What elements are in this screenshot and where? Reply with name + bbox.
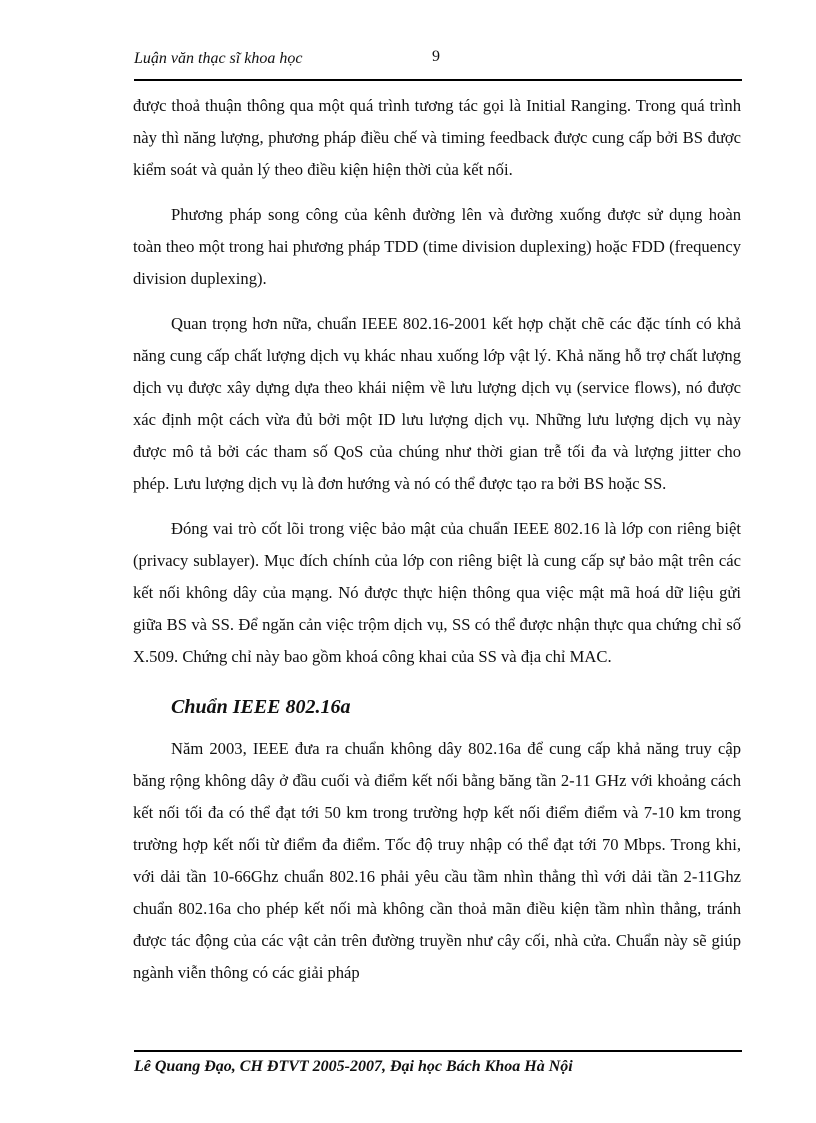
header-title: Luận văn thạc sĩ khoa học (134, 50, 303, 67)
body-paragraph: được thoả thuận thông qua một quá trình tương tác gọi là Initial Ranging. Trong quá trình này thì năng lượng, phương pháp điều chế và timing feedback được cung cấp bởi BS được kiểm soát và quản lý theo điều kiện hiện thời của kết nối. (133, 96, 741, 179)
body-paragraph: Quan trọng hơn nữa, chuẩn IEEE 802.16-2001 kết hợp chặt chẽ các đặc tính có khả năng cung cấp chất lượng dịch vụ khác nhau xuống lớp vật lý. Khả năng hỗ trợ chất lượng dịch vụ được xây dựng dựa theo khái niệm về lưu lượng dịch vụ (service flows), nó được xác định một cách vừa đủ bởi một ID lưu lượng dịch vụ. Những lưu lượng dịch vụ này được mô tả bởi các tham số QoS của chúng như thời gian trễ tối đa và lượng jitter cho phép. Lưu lượng dịch vụ là đơn hướng và nó có thể được tạo ra bởi BS hoặc SS. (133, 314, 741, 493)
page-footer (134, 1050, 742, 1076)
body-paragraph: Phương pháp song công của kênh đường lên và đường xuống được sử dụng hoàn toàn theo một trong hai phương pháp TDD (time division duplexing) hoặc FDD (frequency division duplexing). (133, 205, 741, 288)
page-number: 9 (432, 48, 440, 65)
footer-text: Lê Quang Đạo, CH ĐTVT 2005-2007, Đại học Bách Khoa Hà Nội (134, 1058, 573, 1075)
header-rule (134, 79, 742, 81)
section-heading: Chuẩn IEEE 802.16a (171, 696, 351, 718)
body-paragraph: Năm 2003, IEEE đưa ra chuẩn không dây 802.16a để cung cấp khả năng truy cập băng rộng không dây ở đầu cuối và điểm kết nối bằng băng tần 2-11 GHz với khoảng cách kết nối tối đa có thể đạt tới 50 km trong trường hợp kết nối điểm điểm và 7-10 km trong trường hợp kết nối từ điểm đa điểm. Tốc độ truy nhập có thể đạt tới 70 Mbps. Trong khi, với dải tần 10-66Ghz chuẩn 802.16 phải yêu cầu tầm nhìn thẳng thì với dải tần 2-11Ghz chuẩn 802.16a cho phép kết nối mà không cần thoả mãn điều kiện tầm nhìn thẳng, tránh được tác động của các vật cản trên đường truyền như cây cối, nhà cửa. Chuẩn này sẽ giúp ngành viễn thông có các giải pháp (133, 739, 741, 982)
page-body (133, 90, 741, 1002)
page-header (134, 46, 742, 76)
body-paragraph: Đóng vai trò cốt lõi trong việc bảo mật của chuẩn IEEE 802.16 là lớp con riêng biệt (privacy sublayer). Mục đích chính của lớp con riêng biệt là cung cấp sự bảo mật trên các kết nối không dây của mạng. Nó được thực hiện thông qua việc mật mã hoá dữ liệu gửi giữa BS và SS. Để ngăn cản việc trộm dịch vụ, SS có thể được nhận thực qua chứng chỉ số X.509. Chứng chỉ này bao gồm khoá công khai của SS và địa chỉ MAC. (133, 519, 741, 666)
footer-rule (134, 1050, 742, 1052)
